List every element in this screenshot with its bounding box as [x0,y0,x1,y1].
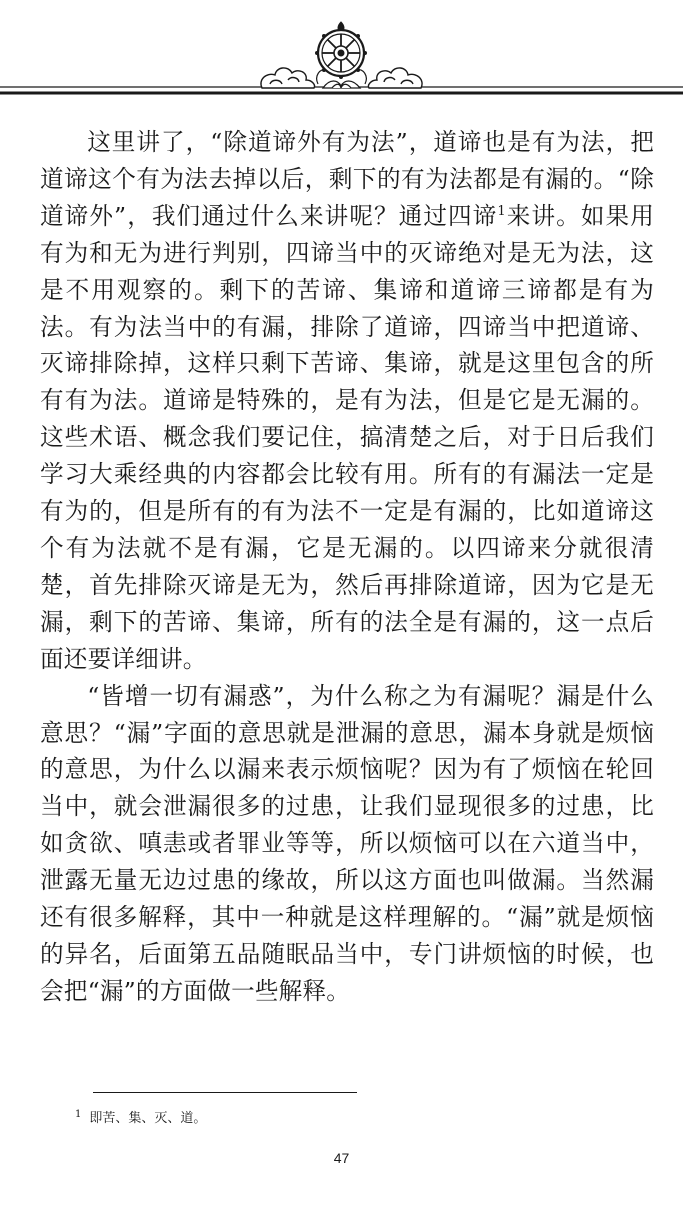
paragraph: “皆增一切有漏惑”，为什么称之为有漏呢？漏是什么意思？“漏”字面的意思就是泄漏的意思，漏本身就是烦恼的意思，为什么以漏来表示烦恼呢？因为有了烦恼在轮回当中，就会泄漏很多的过患，让我们显现很多的过患，比如贪欲、嗔恚或者罪业等等，所以烦恼可以在六道当中，泄露无量无边过患的缘故，所以这方面也叫做漏。当然漏还有很多解释，其中一种就是这样理解的。“漏”就是烦恼的异名，后面第五品随眠品当中，专门讲烦恼的时候，也会把“漏”的方面做一些解释。 [40,681,654,1005]
paragraph-text: 来讲。如果用有为和无为进行判别，四谛当中的灭谛绝对是无为法，这是不用观察的。剩下的苦谛、集谛和道谛三谛都是有为法。有为法当中的有漏，排除了道谛，四谛当中把道谛、灭谛排除掉，这样只剩下苦谛、集谛，就是这里包含的所有有为法。道谛是特殊的，是有为法，但是它是无漏的。这些术语、概念我们要记住，搞清楚之后，对于日后我们学习大乘经典的内容都会比较有用。所有的有漏法一定是有为的，但是所有的有为法不一定是有漏的，比如道谛这个有为法就不是有漏，它是无漏的。以四谛来分就很清楚，首先排除灭谛是无为，然后再排除道谛，因为它是无漏，剩下的苦谛、集谛，所有的法全是有漏的，这一点后面还要详细讲。 [40,201,654,673]
footnote [75,1110,206,1128]
paragraph-text: 这里讲了，“除道谛外有为法”，道谛也是有为法，把道谛这个有为法去掉以后，剩下的有为法都是有漏的。“除道谛外”，我们通过什么来讲呢？通过四谛 [40,128,654,230]
lotus-base-icon [323,81,360,88]
page-number: 47 [333,1150,350,1166]
left-cloud-icon [261,68,315,88]
footnote-number: 1 [75,1108,82,1120]
footnote-rule [93,1092,357,1093]
footnote-reference[interactable]: 1 [497,203,506,219]
body-text [40,124,654,1010]
dharma-wheel-icon [315,22,367,79]
right-cloud-icon [368,68,422,88]
footnote-text: 即苦、集、灭、道。 [89,1111,207,1126]
header-ornament [0,0,683,110]
paragraph [40,124,654,678]
